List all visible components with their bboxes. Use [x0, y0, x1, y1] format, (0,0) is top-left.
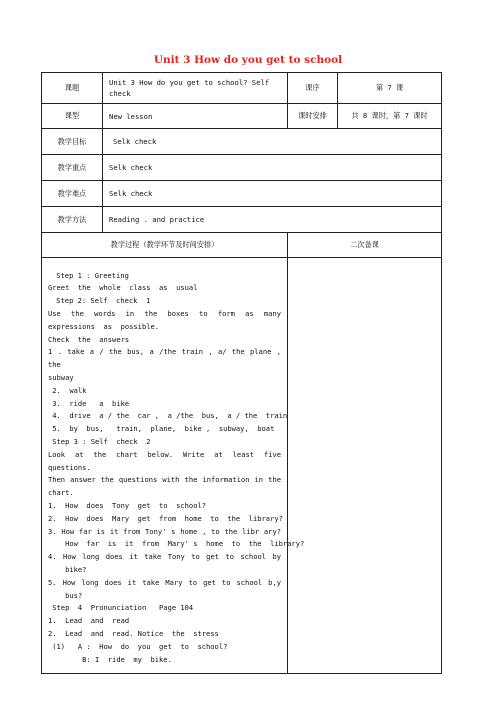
difficulty-label: 教学难点 — [42, 181, 103, 207]
goal-value: Selk check — [103, 129, 442, 155]
process-line: Step 1 : Greeting — [52, 270, 129, 280]
process-content — [42, 258, 305, 674]
page-title: Unit 3 How do you get to school — [153, 54, 343, 66]
process-line: 3. How far is it from Tony' s home , to the libr ary? — [48, 526, 281, 536]
topic-value: Unit 3 How do you get to school? Self check — [103, 73, 288, 104]
goal-label: 教学目标 — [42, 129, 103, 155]
process-line: 1. Lead and read — [48, 616, 130, 626]
type-label: 课型 — [42, 104, 103, 129]
lesson-plan-table — [41, 72, 442, 674]
process-line: 5. How long does it take Mary to get to school b,y — [48, 577, 281, 587]
order-value: 第 7 课 — [338, 73, 442, 104]
process-line: Greet the whole class as usual — [48, 283, 198, 293]
process-line: Step 4 Pronunciation Page 104 — [48, 603, 194, 613]
process-line: Step 2: Self check 1 — [52, 296, 151, 306]
process-line: 2. How does Mary get from home to the library? — [48, 513, 283, 523]
process-line: questions. — [48, 462, 91, 472]
key-label: 教学重点 — [42, 155, 103, 181]
notes-label: 二次备课 — [288, 233, 442, 258]
topic-label: 课题 — [42, 73, 103, 104]
process-line: Then answer the questions with the information in the — [48, 475, 281, 485]
process-line: 4. drive a / the car , a /the bus, a / the train — [48, 411, 288, 421]
schedule-value: 共 8 课时，第 7 课时 — [338, 104, 442, 129]
process-line: 1. How does Tony get to school? — [48, 500, 207, 510]
schedule-label: 课时安排 — [288, 104, 338, 129]
process-line: How far is it from Mary' s home to the library? — [48, 539, 305, 549]
process-line: expressions as possible. — [48, 321, 160, 331]
type-value: New lesson — [103, 104, 288, 129]
process-line: (1) A : How do you get to school? — [48, 641, 228, 651]
process-line: Step 3 : Self check 2 — [48, 437, 151, 446]
process-line: bike? — [48, 564, 87, 574]
process-line: 4. How long does it take Tony to get to school by — [48, 552, 281, 562]
method-value: Reading . and practice — [103, 207, 442, 233]
process-line: 5. by bus, train, plane, bike , subway, boat — [48, 424, 275, 434]
order-label: 课序 — [288, 73, 338, 104]
process-line: 2. Lead and read. Notice the stress — [48, 628, 219, 638]
process-line: 2. walk — [48, 385, 87, 395]
key-value: Selk check — [103, 155, 442, 181]
method-label: 教学方法 — [42, 207, 103, 233]
notes-content — [288, 258, 442, 674]
process-line: chart. — [48, 488, 74, 498]
process-line: 3. ride a bike — [48, 398, 130, 408]
difficulty-value: Selk check — [103, 181, 442, 207]
process-label: 教学过程（教学环节及时间安排） — [42, 233, 288, 258]
process-line: Check the answers — [48, 334, 130, 344]
process-line: 1 . take a / the bus, a /the train , a/ the plane , the — [48, 347, 281, 370]
process-line: Look at the chart below. Write at least five — [48, 449, 281, 459]
process-line: bus? — [48, 590, 83, 600]
process-line: subway — [48, 373, 74, 383]
process-line: Use the words in the boxes to form as many — [48, 309, 281, 319]
process-line: B: I ride my bike. — [48, 654, 172, 664]
